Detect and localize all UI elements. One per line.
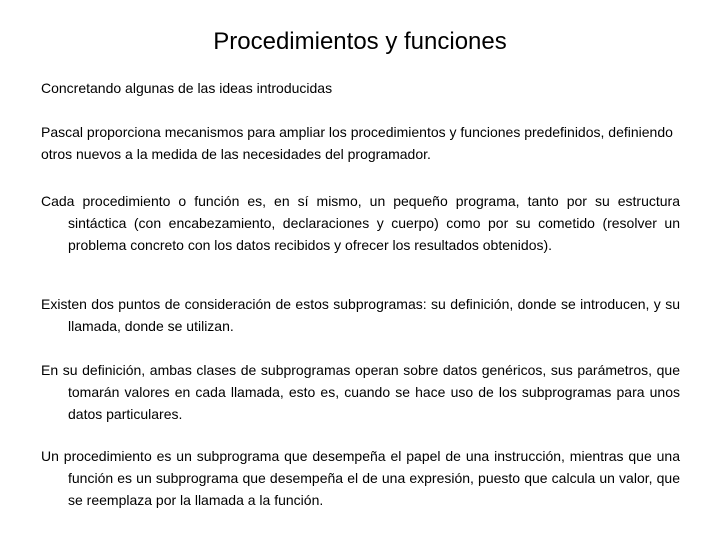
paragraph-procedimiento-funcion: Un procedimiento es un subprograma que desempeña el papel de una instrucción, mientras que una función es un subprograma que desempeña el de una expresión, puesto que calcula un valor, que se reemplaza por la llamada a la función. xyxy=(41,448,680,508)
slide-title: Procedimientos y funciones xyxy=(213,28,507,55)
paragraph-definicion: En su definición, ambas clases de subprogramas operan sobre datos genéricos, sus parámetros, que tomarán valores en cada llamada, esto es, cuando se hace uso de los subprogramas para unos datos particulares. xyxy=(41,362,680,422)
paragraph-intro: Concretando algunas de las ideas introducidas xyxy=(41,80,333,96)
paragraph-pascal: Pascal proporciona mecanismos para ampliar los procedimientos y funciones predefinidos, definiendo otros nuevos a la medida de las necesidades del programador. xyxy=(41,124,673,162)
paragraph-existen: Existen dos puntos de consideración de estos subprogramas: su definición, donde se introducen, y su llamada, donde se utilizan. xyxy=(41,296,680,334)
paragraph-cada-procedimiento: Cada procedimiento o función es, en sí mismo, un pequeño programa, tanto por su estructura sintáctica (con encabezamiento, declaraciones y cuerpo) como por su cometido (resolver un problema concreto con los datos recibidos y ofrecer los resultados obtenidos). xyxy=(41,193,680,253)
